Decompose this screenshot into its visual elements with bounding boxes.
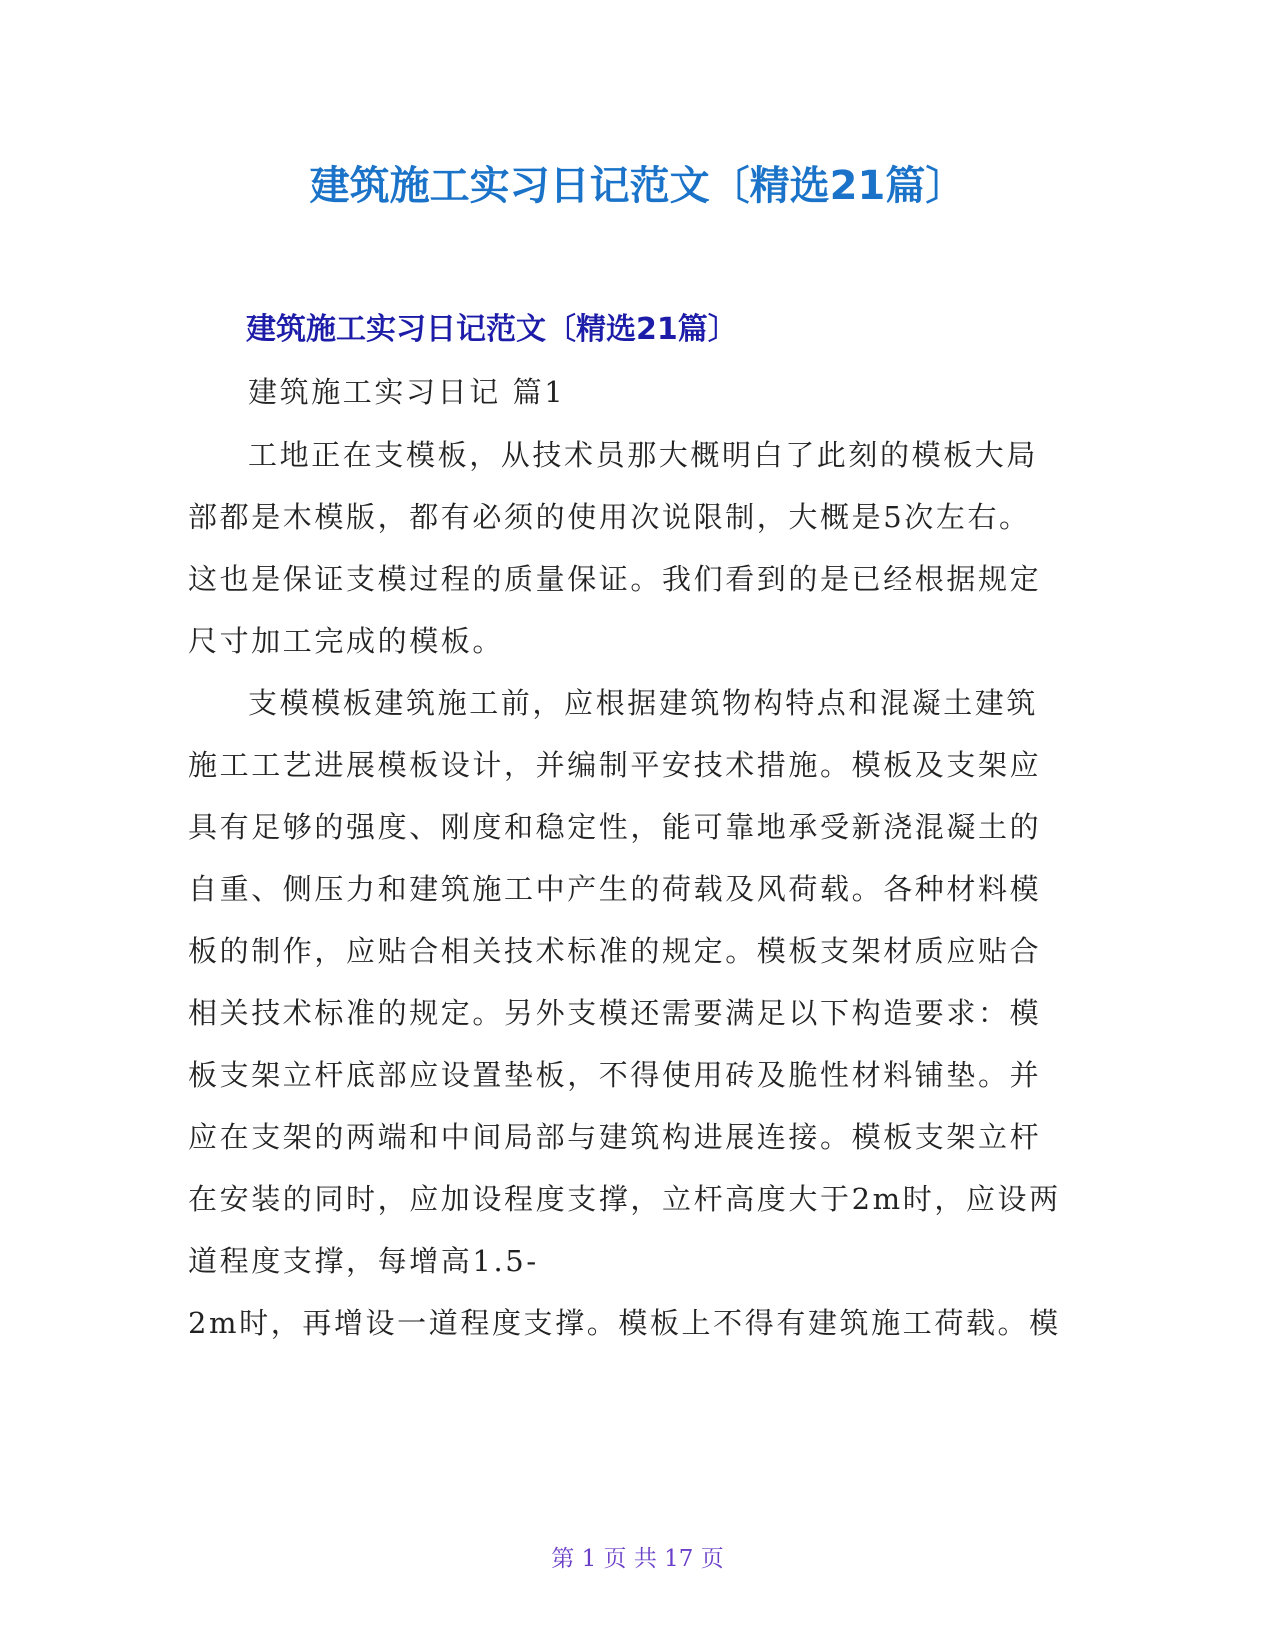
paragraph-line: 施工工艺进展模板设计，并编制平安技术措施。模板及支架应 — [188, 748, 1042, 782]
paragraph-line: 这也是保证支模过程的质量保证。我们看到的是已经根据规定 — [188, 562, 1042, 596]
paragraph-line: 板的制作，应贴合相关技术标准的规定。模板支架材质应贴合 — [188, 934, 1042, 968]
page-footer: 第 1 页 共 17 页 — [551, 1546, 724, 1572]
paragraph-line: 尺寸加工完成的模板。 — [188, 624, 505, 658]
paragraph-line: 自重、侧压力和建筑施工中产生的荷载及风荷载。各种材料模 — [188, 872, 1042, 906]
paragraph-line: 在安装的同时，应加设程度支撑，立杆高度大于2m时，应设两 — [188, 1182, 1061, 1216]
paragraph-line: 应在支架的两端和中间局部与建筑构进展连接。模板支架立杆 — [188, 1120, 1042, 1154]
paragraph-line: 相关技术标准的规定。另外支模还需要满足以下构造要求：模 — [188, 996, 1042, 1030]
paragraph-line: 2m时，再增设一道程度支撑。模板上不得有建筑施工荷载。模 — [188, 1306, 1061, 1340]
section-heading: 建筑施工实习日记范文〔精选21篇〕 — [246, 312, 738, 347]
paragraph-line: 具有足够的强度、刚度和稳定性，能可靠地承受新浇混凝土的 — [188, 810, 1042, 844]
page-title: 建筑施工实习日记范文〔精选21篇〕 — [309, 163, 966, 209]
subheading-line: 建筑施工实习日记 篇1 — [248, 375, 566, 409]
paragraph-line: 板支架立杆底部应设置垫板，不得使用砖及脆性材料铺垫。并 — [188, 1058, 1042, 1092]
paragraph-line: 道程度支撑，每增高1.5- — [188, 1244, 539, 1278]
paragraph-line: 工地正在支模板，从技术员那大概明白了此刻的模板大局 — [248, 438, 1039, 472]
paragraph-line: 支模模板建筑施工前，应根据建筑物构特点和混凝土建筑 — [248, 686, 1039, 720]
paragraph-line: 部都是木模版，都有必须的使用次说限制，大概是5次左右。 — [188, 500, 1031, 534]
